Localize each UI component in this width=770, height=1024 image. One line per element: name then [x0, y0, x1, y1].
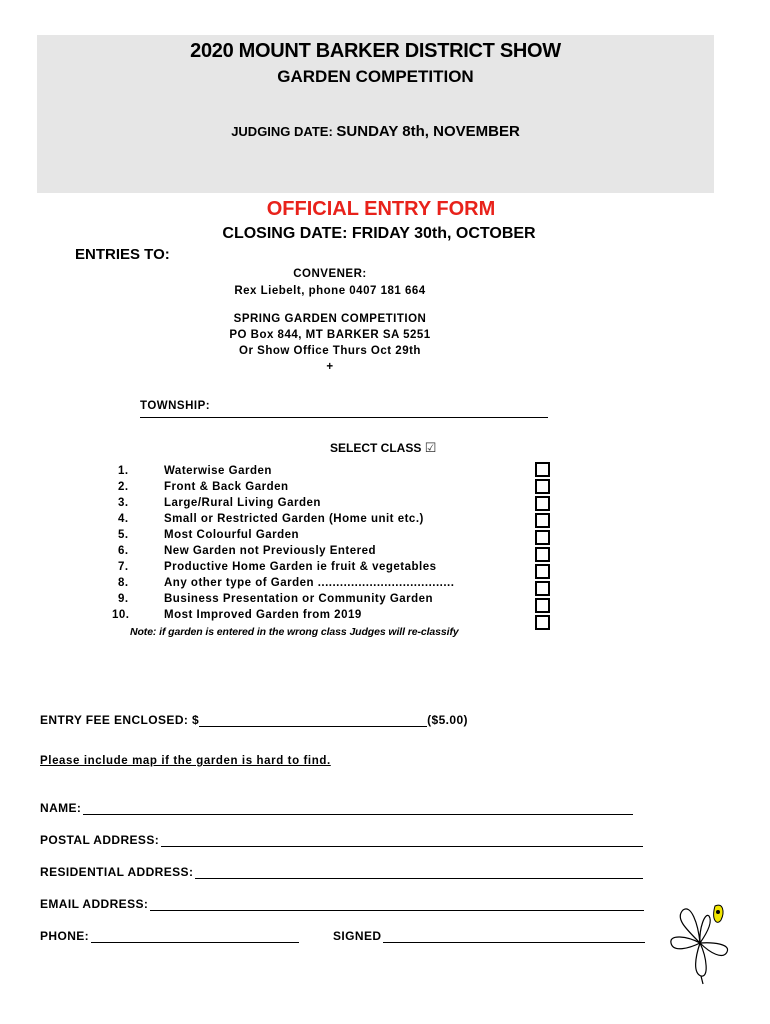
phone-field[interactable]	[91, 929, 299, 943]
postal-address-row	[40, 833, 643, 847]
select-class-heading	[330, 440, 436, 456]
phone-label: PHONE:	[40, 929, 90, 943]
reclassify-note: Note: if garden is entered in the wrong class Judges will re-classify	[130, 626, 459, 638]
class-checkbox-8[interactable]	[535, 581, 550, 596]
judging-date-value: SUNDAY 8th, NOVEMBER	[336, 123, 520, 140]
name-field[interactable]	[83, 801, 633, 815]
entry-fee-amount: ($5.00)	[427, 713, 468, 727]
class-item: 2. Front & Back Garden	[118, 481, 289, 493]
judging-date	[37, 123, 714, 140]
class-checkbox-10[interactable]	[535, 615, 550, 630]
convener-contact: Rex Liebelt, phone 0407 181 664	[234, 285, 426, 297]
show-title: 2020 MOUNT BARKER DISTRICT SHOW	[190, 40, 561, 62]
email-address-label: EMAIL ADDRESS:	[40, 897, 149, 911]
map-note: Please include map if the garden is hard to find.	[40, 755, 331, 767]
class-item: 9. Business Presentation or Community Garden	[118, 593, 434, 605]
postal-address-label: POSTAL ADDRESS:	[40, 833, 160, 847]
class-checkbox-7[interactable]	[535, 564, 550, 579]
class-item: 8. Any other type of Garden .....................................	[118, 577, 455, 589]
closing-date: CLOSING DATE: FRIDAY 30th, OCTOBER	[222, 225, 536, 242]
class-checkbox-3[interactable]	[535, 496, 550, 511]
township-field[interactable]	[140, 400, 548, 418]
residential-address-label: RESIDENTIAL ADDRESS:	[40, 865, 194, 879]
address-line: SPRING GARDEN COMPETITION	[233, 313, 427, 325]
class-checkbox-4[interactable]	[535, 513, 550, 528]
select-class-label: SELECT CLASS	[330, 441, 422, 455]
address-line: +	[326, 361, 334, 373]
convener-label: CONVENER:	[293, 268, 367, 280]
signed-label: SIGNED	[333, 929, 382, 943]
class-checkbox-5[interactable]	[535, 530, 550, 545]
email-address-field[interactable]	[150, 897, 644, 911]
class-checkbox-2[interactable]	[535, 479, 550, 494]
signed-row	[333, 929, 645, 943]
entries-to-label: ENTRIES TO:	[75, 246, 170, 263]
class-item: 1. Waterwise Garden	[118, 465, 272, 477]
flower-icon	[665, 898, 735, 986]
class-item: 4. Small or Restricted Garden (Home unit etc.)	[118, 513, 424, 525]
address-line: PO Box 844, MT BARKER SA 5251	[229, 329, 431, 341]
class-checkbox-1[interactable]	[535, 462, 550, 477]
township-label: TOWNSHIP:	[140, 400, 211, 412]
entry-fee-label: ENTRY FEE ENCLOSED: $	[40, 713, 200, 727]
class-item: 6. New Garden not Previously Entered	[118, 545, 377, 557]
class-item: 3. Large/Rural Living Garden	[118, 497, 321, 509]
residential-address-field[interactable]	[195, 865, 643, 879]
class-list	[112, 465, 455, 625]
signature-field[interactable]	[383, 929, 645, 943]
address-line: Or Show Office Thurs Oct 29th	[239, 345, 421, 357]
phone-row	[40, 929, 299, 943]
form-heading: OFFICIAL ENTRY FORM	[266, 198, 496, 220]
residential-address-row	[40, 865, 643, 879]
class-checkboxes	[535, 462, 550, 632]
class-item: 5. Most Colourful Garden	[118, 529, 300, 541]
name-label: NAME:	[40, 801, 82, 815]
entry-fee-field[interactable]	[199, 713, 427, 727]
class-item: 7. Productive Home Garden ie fruit & vegetables	[118, 561, 437, 573]
postal-address-field[interactable]	[161, 833, 643, 847]
class-checkbox-6[interactable]	[535, 547, 550, 562]
name-row	[40, 801, 633, 815]
class-item: 10. Most Improved Garden from 2019	[112, 609, 362, 621]
entry-fee-row	[40, 713, 468, 727]
checked-box-icon: ☑	[424, 440, 437, 455]
email-address-row	[40, 897, 644, 911]
competition-subtitle: GARDEN COMPETITION	[277, 67, 474, 86]
class-checkbox-9[interactable]	[535, 598, 550, 613]
judging-label: JUDGING DATE:	[231, 124, 333, 139]
